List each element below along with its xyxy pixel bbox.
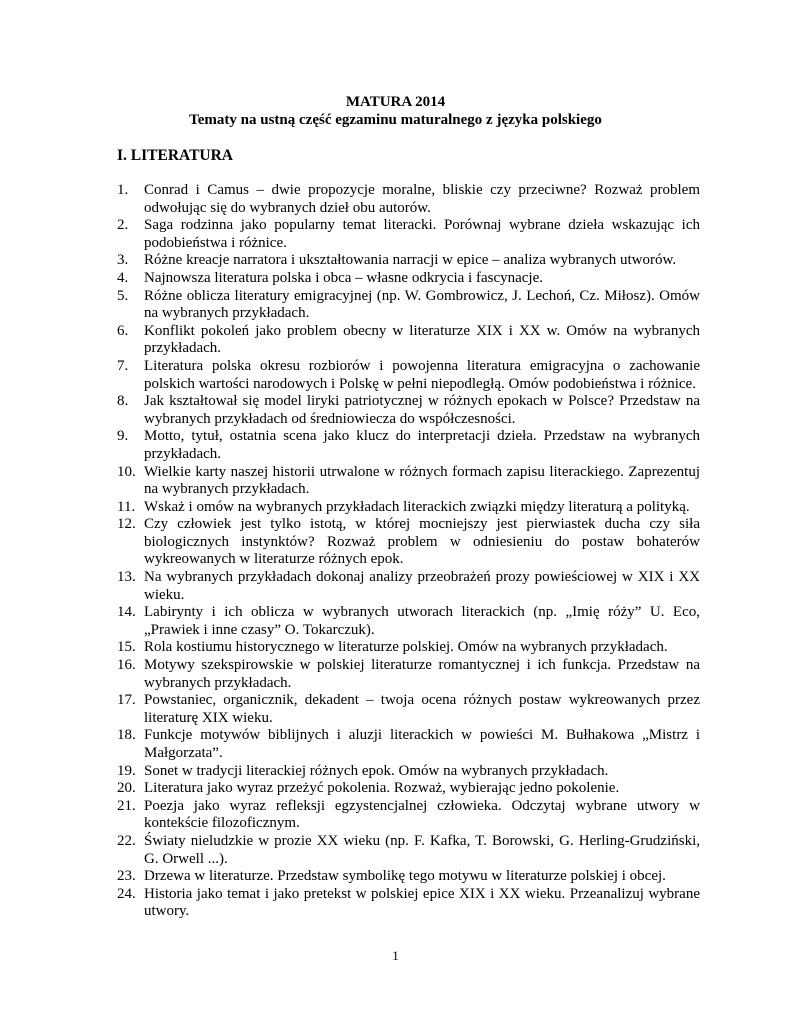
- list-item: [117, 499, 700, 517]
- list-item: [117, 516, 700, 569]
- list-item: [117, 393, 700, 428]
- topic-number: 7.: [117, 357, 129, 374]
- topic-text: Conrad i Camus – dwie propozycje moralne, bliskie czy przeciwne? Rozważ problem odwołując się do wybranych dzieł obu autorów.: [144, 182, 700, 216]
- topic-text: Jak kształtował się model liryki patriotycznej w różnych epokach w Polsce? Przedstaw na wybranych przykładach od średniowiecza do współczesności.: [144, 393, 700, 427]
- topic-number: 18.: [117, 727, 136, 744]
- topic-text: Czy człowiek jest tylko istotą, w której mocniejszy jest pierwiastek ducha czy siła biologicznych instynktów? Rozważ problem w odniesieniu do postaw bohaterów wykreowanych w literaturze różnych epok.: [144, 516, 700, 568]
- topic-number: 9.: [117, 428, 129, 445]
- topic-text: Różne oblicza literatury emigracyjnej (np. W. Gombrowicz, J. Lechoń, Cz. Miłosz). Omów na wybranych przykładach.: [144, 287, 700, 322]
- document-title: MATURA 2014: [345, 94, 446, 110]
- list-item: [117, 323, 700, 358]
- list-item: [117, 182, 700, 217]
- list-item: [117, 868, 700, 886]
- list-item: [117, 727, 700, 762]
- topic-text: Funkcje motywów biblijnych i aluzji literackich w powieści M. Bułhakowa „Mistrz i Małgorzata”.: [144, 727, 700, 761]
- topic-text: Historia jako temat i jako pretekst w polskiej epice XIX i XX wieku. Przeanalizuj wybrane utwory.: [144, 885, 700, 920]
- list-item: [117, 569, 700, 604]
- topic-number: 3.: [117, 252, 129, 269]
- topic-text: Labirynty i ich oblicza w wybranych utworach literackich (np. „Imię róży” U. Eco, „Prawiek i inne czasy” O. Tokarczuk).: [144, 604, 700, 638]
- topic-number: 23.: [117, 868, 136, 885]
- topic-number: 21.: [117, 797, 136, 814]
- list-item: [117, 358, 700, 393]
- list-item: [117, 252, 700, 270]
- topic-number: 6.: [117, 322, 129, 339]
- topic-text: Literatura jako wyraz przeżyć pokolenia. Rozważ, wybierając jedno pokolenie.: [144, 780, 620, 797]
- topic-text: Poezja jako wyraz refleksji egzystencjalnej człowieka. Odczytaj wybrane utwory w kontekście filozoficznym.: [144, 797, 700, 832]
- list-item: [117, 604, 700, 639]
- list-item: [117, 464, 700, 499]
- topic-number: 24.: [117, 885, 136, 902]
- topic-text: Motto, tytuł, ostatnia scena jako klucz do interpretacji dzieła. Przedstaw na wybranych przykładach.: [144, 428, 700, 462]
- topic-number: 8.: [117, 393, 129, 410]
- topic-number: 1.: [117, 182, 129, 198]
- topic-number: 10.: [117, 463, 136, 480]
- page-number: 1: [392, 948, 399, 963]
- topic-number: 20.: [117, 780, 136, 797]
- topic-text: Na wybranych przykładach dokonaj analizy przeobrażeń prozy powieściowej w XIX i XX wieku.: [144, 569, 700, 603]
- topic-text: Sonet w tradycji literackiej różnych epok. Omów na wybranych przykładach.: [144, 762, 609, 779]
- topic-text: Rola kostiumu historycznego w literaturze polskiej. Omów na wybranych przykładach.: [144, 639, 668, 656]
- list-item: [117, 288, 700, 323]
- topic-number: 5.: [117, 287, 129, 304]
- topic-number: 16.: [117, 657, 136, 674]
- list-item: [117, 639, 700, 657]
- topic-number: 2.: [117, 217, 129, 234]
- list-item: [117, 270, 700, 288]
- topic-number: 17.: [117, 692, 136, 709]
- list-item: [117, 428, 700, 463]
- list-item: [117, 217, 700, 252]
- topic-text: Wskaż i omów na wybranych przykładach literackich związki między literaturą a polityką.: [144, 498, 690, 515]
- topic-text: Wielkie karty naszej historii utrwalone w różnych formach zapisu literackiego. Zaprezentuj na wybranych przykładach.: [144, 463, 700, 498]
- topic-number: 22.: [117, 832, 136, 849]
- topic-number: 13.: [117, 569, 136, 586]
- topic-number: 19.: [117, 762, 136, 779]
- list-item: [117, 763, 700, 781]
- document-subtitle: Tematy na ustną część egzaminu maturalnego z języka polskiego: [189, 112, 602, 128]
- topic-text: Różne kreacje narratora i ukształtowania narracji w epice – analiza wybranych utworów.: [144, 252, 677, 269]
- list-item: [117, 886, 700, 921]
- topic-number: 11.: [117, 498, 136, 515]
- topic-text: Światy nieludzkie w prozie XX wieku (np. F. Kafka, T. Borowski, G. Herling-Grudziński, G. Orwell ...).: [144, 832, 700, 867]
- topic-text: Motywy szekspirowskie w polskiej literaturze romantycznej i ich funkcja. Przedstaw na wybranych przykładach.: [144, 657, 700, 691]
- section-heading: I. LITERATURA: [117, 147, 233, 164]
- topic-text: Najnowsza literatura polska i obca – własne odkrycia i fascynacje.: [144, 269, 544, 286]
- list-item: [117, 833, 700, 868]
- topic-text: Saga rodzinna jako popularny temat literacki. Porównaj wybrane dzieła wskazując ich podobieństwa i różnice.: [144, 217, 700, 251]
- topic-text: Drzewa w literaturze. Przedstaw symbolikę tego motywu w literaturze polskiej i obcej.: [144, 868, 666, 885]
- topic-number: 14.: [117, 604, 136, 621]
- topic-list: [117, 182, 700, 921]
- topic-number: 4.: [117, 269, 129, 286]
- topic-text: Literatura polska okresu rozbiorów i powojenna literatura emigracyjna o zachowanie polskich wartości narodowych i Polskę w pełni niepodległą. Omów podobieństwa i różnice.: [144, 357, 700, 392]
- list-item: [117, 798, 700, 833]
- list-item: [117, 692, 700, 727]
- topic-number: 15.: [117, 639, 136, 656]
- list-item: [117, 780, 700, 798]
- topic-number: 12.: [117, 516, 136, 533]
- topic-text: Powstaniec, organicznik, dekadent – twoja ocena różnych postaw wykreowanych przez literaturę XIX wieku.: [144, 692, 700, 726]
- list-item: [117, 657, 700, 692]
- topic-text: Konflikt pokoleń jako problem obecny w literaturze XIX i XX w. Omów na wybranych przykładach.: [144, 322, 700, 357]
